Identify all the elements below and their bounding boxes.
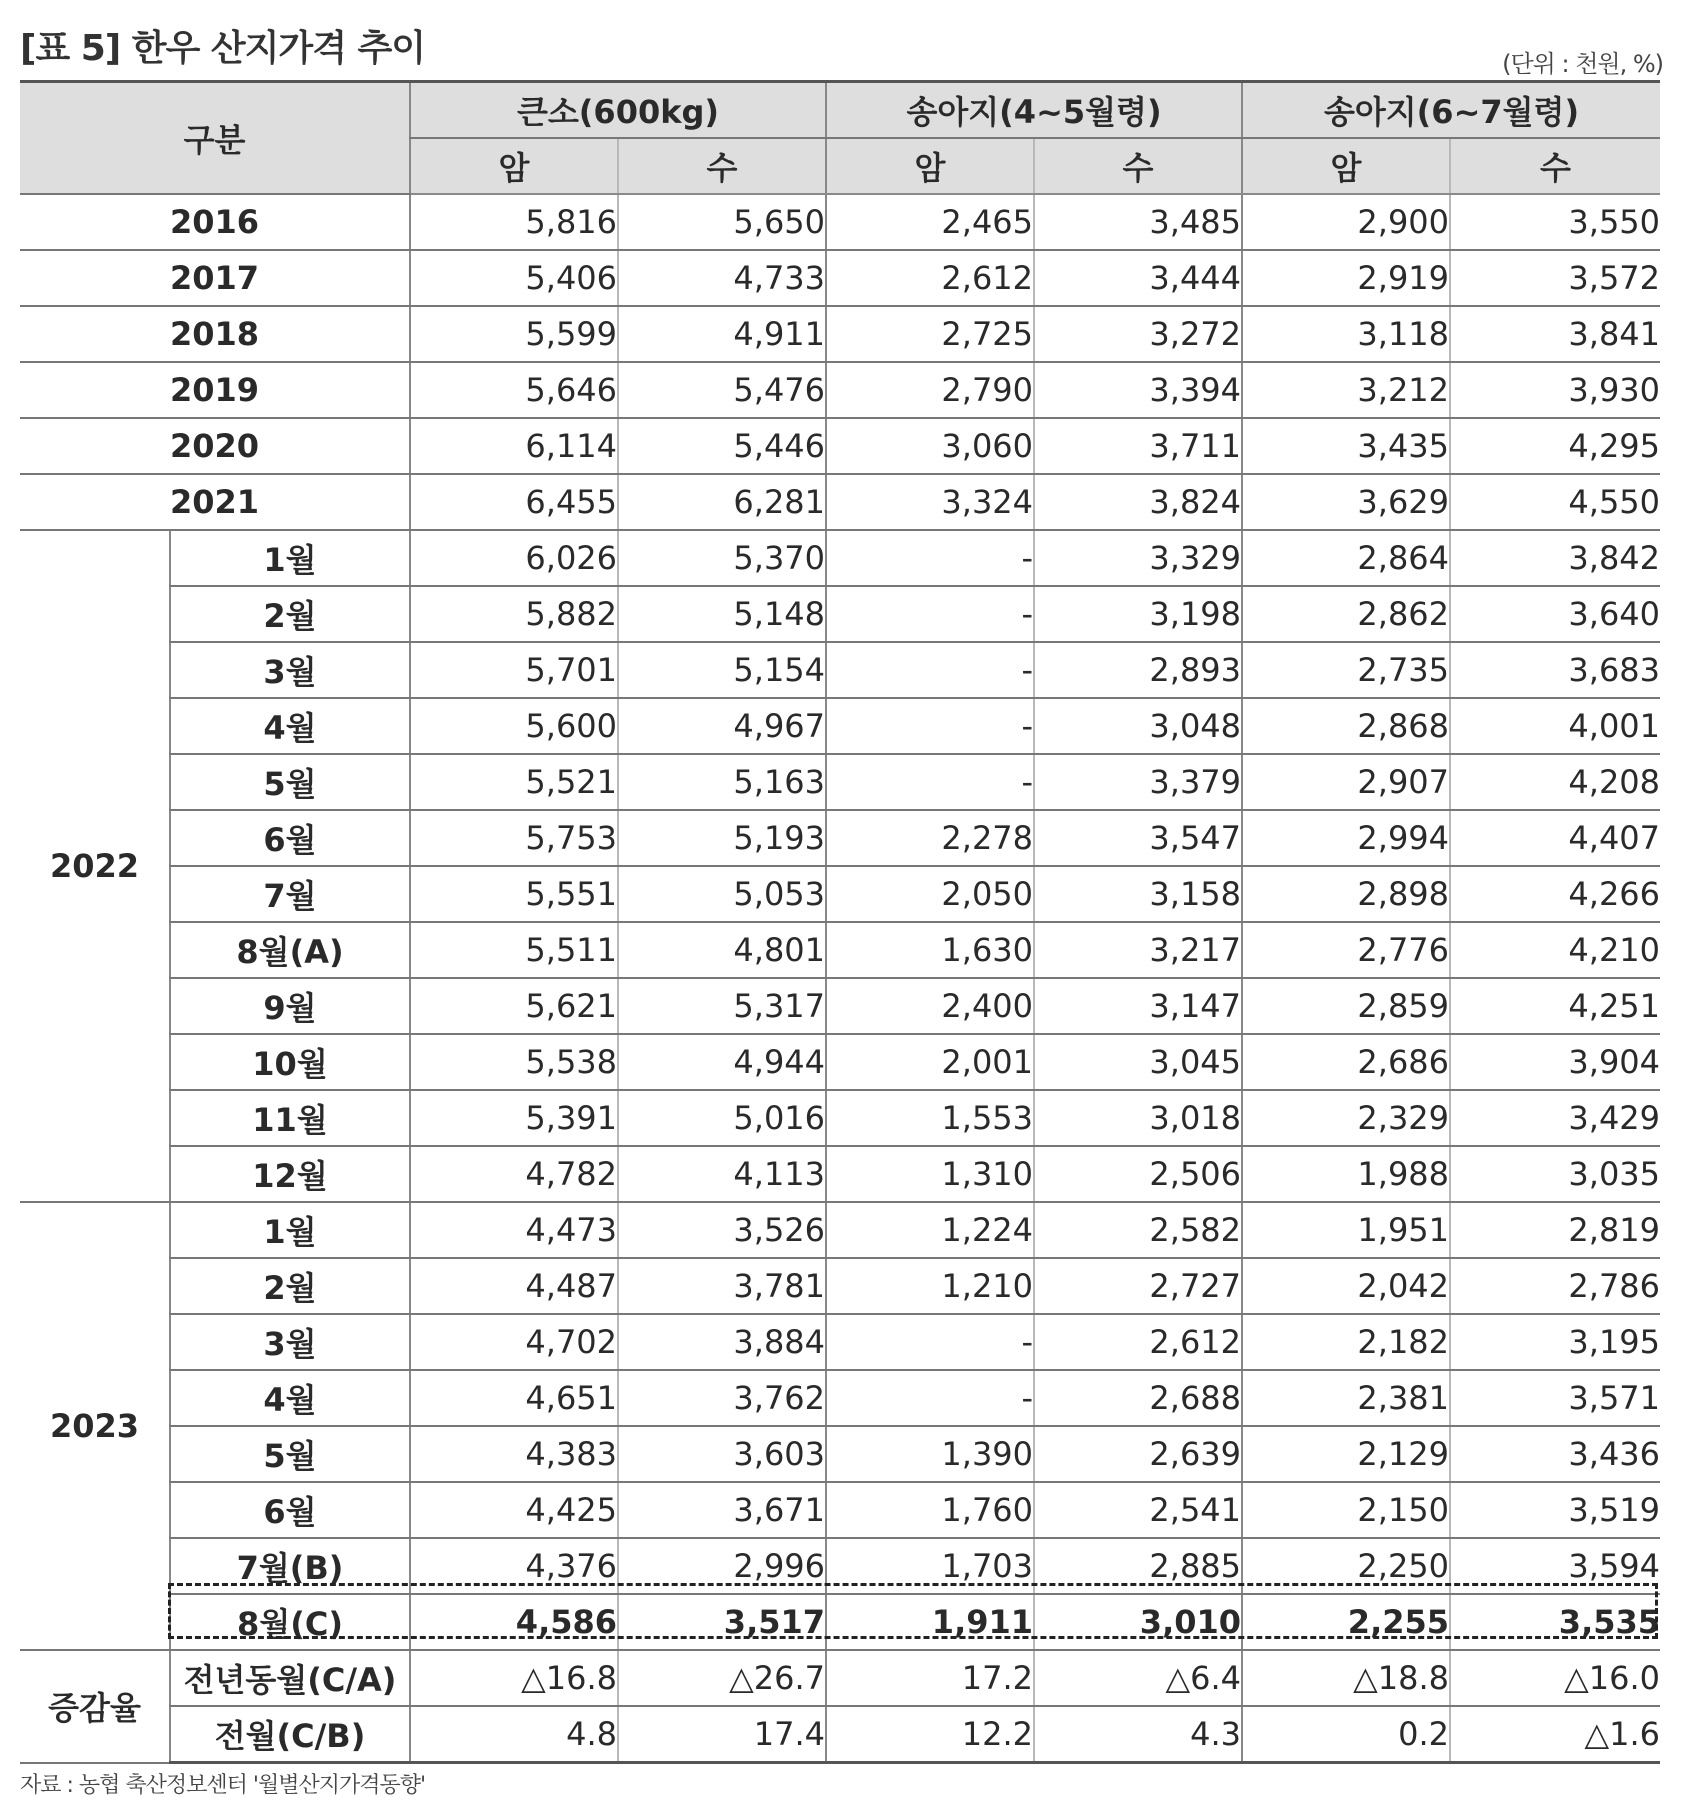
value-cell: 5,016 [618, 1090, 826, 1146]
value-cell: 2,329 [1242, 1090, 1450, 1146]
table-row [20, 1650, 1660, 1706]
value-cell: 3,485 [1034, 194, 1242, 250]
value-cell: 5,753 [410, 810, 618, 866]
value-cell: 4,782 [410, 1146, 618, 1202]
value-cell: 4,210 [1450, 922, 1660, 978]
table-row [20, 1538, 1660, 1594]
value-cell: 4,487 [410, 1258, 618, 1314]
value-cell: 2,864 [1242, 530, 1450, 586]
row-label: 8월(A) [170, 922, 410, 978]
value-cell: 5,370 [618, 530, 826, 586]
value-cell: 2,893 [1034, 642, 1242, 698]
year-label: 2017 [20, 250, 410, 306]
value-cell: 3,547 [1034, 810, 1242, 866]
table-body [20, 194, 1660, 1763]
value-cell: 3,603 [618, 1426, 826, 1482]
value-cell: 1,553 [826, 1090, 1034, 1146]
value-cell: 3,519 [1450, 1482, 1660, 1538]
value-cell: 3,841 [1450, 306, 1660, 362]
value-cell: 3,781 [618, 1258, 826, 1314]
value-cell: 3,550 [1450, 194, 1660, 250]
value-cell: 5,476 [618, 362, 826, 418]
header-group-big-cattle: 큰소(600kg) [410, 82, 826, 139]
value-cell: 6,281 [618, 474, 826, 530]
value-cell: 2,050 [826, 866, 1034, 922]
value-cell: 5,521 [410, 754, 618, 810]
table-row [20, 418, 1660, 474]
value-cell: 5,511 [410, 922, 618, 978]
value-cell: 5,163 [618, 754, 826, 810]
value-cell: 3,629 [1242, 474, 1450, 530]
value-cell: 3,571 [1450, 1370, 1660, 1426]
value-cell: 2,381 [1242, 1370, 1450, 1426]
header-category: 구분 [20, 82, 410, 195]
value-cell: - [826, 754, 1034, 810]
value-cell: 3,048 [1034, 698, 1242, 754]
value-cell: 0.2 [1242, 1706, 1450, 1763]
value-cell: 2,541 [1034, 1482, 1242, 1538]
table-row [20, 810, 1660, 866]
value-cell: 1,224 [826, 1202, 1034, 1258]
value-cell: △16.8 [410, 1650, 618, 1706]
value-cell: 2,612 [826, 250, 1034, 306]
value-cell: 4,001 [1450, 698, 1660, 754]
value-cell: 1,760 [826, 1482, 1034, 1538]
value-cell: 5,701 [410, 642, 618, 698]
table-row [20, 250, 1660, 306]
value-cell: 5,148 [618, 586, 826, 642]
table-row [20, 978, 1660, 1034]
table-row [20, 1146, 1660, 1202]
row-label: 4월 [170, 1370, 410, 1426]
value-cell: - [826, 642, 1034, 698]
value-cell: 2,885 [1034, 1538, 1242, 1594]
value-cell: - [826, 1314, 1034, 1370]
value-cell: 4,266 [1450, 866, 1660, 922]
header-sub-female: 암 [826, 138, 1034, 194]
table-row [20, 1370, 1660, 1426]
value-cell: 4,113 [618, 1146, 826, 1202]
row-label: 5월 [170, 1426, 410, 1482]
year-label: 2016 [20, 194, 410, 250]
value-cell: 5,646 [410, 362, 618, 418]
value-cell: 6,455 [410, 474, 618, 530]
value-cell: △6.4 [1034, 1650, 1242, 1706]
value-cell: 2,400 [826, 978, 1034, 1034]
row-label: 12월 [170, 1146, 410, 1202]
row-label: 1월 [170, 530, 410, 586]
row-label: 7월(B) [170, 1538, 410, 1594]
value-cell: 5,882 [410, 586, 618, 642]
row-label: 6월 [170, 810, 410, 866]
value-cell: 3,762 [618, 1370, 826, 1426]
value-cell: 1,951 [1242, 1202, 1450, 1258]
row-label: 3월 [170, 1314, 410, 1370]
value-cell: 2,919 [1242, 250, 1450, 306]
row-label: 9월 [170, 978, 410, 1034]
row-label: 5월 [170, 754, 410, 810]
table-row [20, 194, 1660, 250]
value-cell: 2,790 [826, 362, 1034, 418]
table-row [20, 642, 1660, 698]
value-cell: 2,150 [1242, 1482, 1450, 1538]
table-row [20, 1482, 1660, 1538]
value-cell: 5,406 [410, 250, 618, 306]
value-cell: 5,053 [618, 866, 826, 922]
value-cell: 4,651 [410, 1370, 618, 1426]
value-cell: 2,776 [1242, 922, 1450, 978]
value-cell: 4,295 [1450, 418, 1660, 474]
value-cell: 3,640 [1450, 586, 1660, 642]
header-group-calf-6-7: 송아지(6~7월령) [1242, 82, 1660, 139]
row-label: 7월 [170, 866, 410, 922]
value-cell: 5,650 [618, 194, 826, 250]
table-row [20, 1090, 1660, 1146]
value-cell: 3,884 [618, 1314, 826, 1370]
header-sub-male: 수 [1450, 138, 1660, 194]
value-cell: 6,026 [410, 530, 618, 586]
value-cell: 3,329 [1034, 530, 1242, 586]
value-cell: 4,473 [410, 1202, 618, 1258]
value-cell: 5,816 [410, 194, 618, 250]
value-cell: 4,425 [410, 1482, 618, 1538]
value-cell: - [826, 530, 1034, 586]
value-cell: 3,394 [1034, 362, 1242, 418]
value-cell: 3,671 [618, 1482, 826, 1538]
value-cell: 5,391 [410, 1090, 618, 1146]
value-cell: 3,904 [1450, 1034, 1660, 1090]
value-cell: 1,988 [1242, 1146, 1450, 1202]
value-cell: 5,193 [618, 810, 826, 866]
value-cell: 2,996 [618, 1538, 826, 1594]
row-label: 10월 [170, 1034, 410, 1090]
price-table [20, 80, 1660, 1764]
value-cell: 2,250 [1242, 1538, 1450, 1594]
value-cell: 3,324 [826, 474, 1034, 530]
value-cell: 3,683 [1450, 642, 1660, 698]
row-label: 전년동월(C/A) [170, 1650, 410, 1706]
value-cell: 2,278 [826, 810, 1034, 866]
header-sub-female: 암 [1242, 138, 1450, 194]
value-cell: 2,688 [1034, 1370, 1242, 1426]
value-cell: △26.7 [618, 1650, 826, 1706]
value-cell: 2,182 [1242, 1314, 1450, 1370]
value-cell: 2,612 [1034, 1314, 1242, 1370]
value-cell: 4,208 [1450, 754, 1660, 810]
value-cell: - [826, 698, 1034, 754]
value-cell: 4,944 [618, 1034, 826, 1090]
table-row [20, 866, 1660, 922]
value-cell: 2,898 [1242, 866, 1450, 922]
value-cell: 1,911 [826, 1594, 1034, 1650]
table-row [20, 754, 1660, 810]
value-cell: 3,594 [1450, 1538, 1660, 1594]
value-cell: 17.2 [826, 1650, 1034, 1706]
year-group-label: 2022 [20, 530, 170, 1202]
value-cell: 3,930 [1450, 362, 1660, 418]
value-cell: 5,600 [410, 698, 618, 754]
table-row [20, 474, 1660, 530]
value-cell: 4,251 [1450, 978, 1660, 1034]
value-cell: 2,727 [1034, 1258, 1242, 1314]
header-sub-female: 암 [410, 138, 618, 194]
header-sub-male: 수 [618, 138, 826, 194]
value-cell: 3,212 [1242, 362, 1450, 418]
value-cell: 4,383 [410, 1426, 618, 1482]
value-cell: 2,994 [1242, 810, 1450, 866]
table-row [20, 530, 1660, 586]
value-cell: - [826, 1370, 1034, 1426]
value-cell: 3,429 [1450, 1090, 1660, 1146]
header-group-calf-4-5: 송아지(4~5월령) [826, 82, 1242, 139]
value-cell: 6,114 [410, 418, 618, 474]
value-cell: - [826, 586, 1034, 642]
value-cell: 2,735 [1242, 642, 1450, 698]
value-cell: 4,586 [410, 1594, 618, 1650]
value-cell: 3,217 [1034, 922, 1242, 978]
row-label: 전월(C/B) [170, 1706, 410, 1763]
value-cell: 2,582 [1034, 1202, 1242, 1258]
value-cell: 3,572 [1450, 250, 1660, 306]
value-cell: 4,550 [1450, 474, 1660, 530]
row-label: 2월 [170, 1258, 410, 1314]
value-cell: 5,551 [410, 866, 618, 922]
value-cell: 2,639 [1034, 1426, 1242, 1482]
table-row [20, 698, 1660, 754]
value-cell: 3,535 [1450, 1594, 1660, 1650]
value-cell: 5,446 [618, 418, 826, 474]
value-cell: 2,859 [1242, 978, 1450, 1034]
table-title: [표 5] 한우 산지가격 추이 [20, 28, 426, 69]
value-cell: 3,147 [1034, 978, 1242, 1034]
value-cell: 2,786 [1450, 1258, 1660, 1314]
value-cell: 2,255 [1242, 1594, 1450, 1650]
table-row [20, 306, 1660, 362]
change-rate-label: 증감율 [20, 1650, 170, 1763]
value-cell: 3,195 [1450, 1314, 1660, 1370]
row-label: 6월 [170, 1482, 410, 1538]
value-cell: 3,842 [1450, 530, 1660, 586]
year-label: 2018 [20, 306, 410, 362]
value-cell: 3,526 [618, 1202, 826, 1258]
header-sub-male: 수 [1034, 138, 1242, 194]
unit-note: (단위 : 천원, %) [1502, 50, 1663, 78]
table-row [20, 1426, 1660, 1482]
year-group-label: 2023 [20, 1202, 170, 1650]
value-cell: 4,702 [410, 1314, 618, 1370]
value-cell: 2,686 [1242, 1034, 1450, 1090]
value-cell: 5,154 [618, 642, 826, 698]
year-label: 2021 [20, 474, 410, 530]
value-cell: 3,198 [1034, 586, 1242, 642]
table-row [20, 1202, 1660, 1258]
value-cell: 1,703 [826, 1538, 1034, 1594]
value-cell: 4,967 [618, 698, 826, 754]
table-row [20, 1258, 1660, 1314]
value-cell: 4.3 [1034, 1706, 1242, 1763]
value-cell: 3,010 [1034, 1594, 1242, 1650]
table-row [20, 362, 1660, 418]
value-cell: 5,621 [410, 978, 618, 1034]
value-cell: 3,824 [1034, 474, 1242, 530]
value-cell: 4,733 [618, 250, 826, 306]
value-cell: 2,506 [1034, 1146, 1242, 1202]
source-note: 자료 : 농협 축산정보센터 '월별산지가격동향' [20, 1773, 426, 1798]
value-cell: 4.8 [410, 1706, 618, 1763]
value-cell: 2,819 [1450, 1202, 1660, 1258]
value-cell: 4,801 [618, 922, 826, 978]
value-cell: 2,042 [1242, 1258, 1450, 1314]
value-cell: 3,711 [1034, 418, 1242, 474]
row-label: 1월 [170, 1202, 410, 1258]
value-cell: 5,538 [410, 1034, 618, 1090]
row-label: 2월 [170, 586, 410, 642]
value-cell: 4,407 [1450, 810, 1660, 866]
value-cell: 17.4 [618, 1706, 826, 1763]
table-row [20, 922, 1660, 978]
value-cell: 2,129 [1242, 1426, 1450, 1482]
value-cell: 1,390 [826, 1426, 1034, 1482]
table-row [20, 1594, 1660, 1650]
value-cell: 2,001 [826, 1034, 1034, 1090]
value-cell: 3,517 [618, 1594, 826, 1650]
year-label: 2020 [20, 418, 410, 474]
row-label: 3월 [170, 642, 410, 698]
row-label: 11월 [170, 1090, 410, 1146]
value-cell: 3,018 [1034, 1090, 1242, 1146]
value-cell: 1,210 [826, 1258, 1034, 1314]
value-cell: 3,272 [1034, 306, 1242, 362]
value-cell: 4,911 [618, 306, 826, 362]
value-cell: 12.2 [826, 1706, 1034, 1763]
value-cell: 4,376 [410, 1538, 618, 1594]
value-cell: 3,118 [1242, 306, 1450, 362]
value-cell: 1,310 [826, 1146, 1034, 1202]
table-row [20, 1314, 1660, 1370]
value-cell: 2,725 [826, 306, 1034, 362]
row-label: 4월 [170, 698, 410, 754]
year-label: 2019 [20, 362, 410, 418]
value-cell: 2,907 [1242, 754, 1450, 810]
table-row [20, 586, 1660, 642]
value-cell: 2,900 [1242, 194, 1450, 250]
value-cell: 3,435 [1242, 418, 1450, 474]
value-cell: 2,862 [1242, 586, 1450, 642]
value-cell: △1.6 [1450, 1706, 1660, 1763]
row-label: 8월(C) [170, 1594, 410, 1650]
value-cell: △18.8 [1242, 1650, 1450, 1706]
value-cell: 3,158 [1034, 866, 1242, 922]
value-cell: 2,868 [1242, 698, 1450, 754]
value-cell: 3,379 [1034, 754, 1242, 810]
value-cell: 1,630 [826, 922, 1034, 978]
value-cell: 3,045 [1034, 1034, 1242, 1090]
table-row [20, 1034, 1660, 1090]
value-cell: 3,436 [1450, 1426, 1660, 1482]
value-cell: 5,599 [410, 306, 618, 362]
value-cell: 3,035 [1450, 1146, 1660, 1202]
value-cell: 2,465 [826, 194, 1034, 250]
table-row [20, 1706, 1660, 1763]
value-cell: 3,060 [826, 418, 1034, 474]
value-cell: 5,317 [618, 978, 826, 1034]
value-cell: 3,444 [1034, 250, 1242, 306]
value-cell: △16.0 [1450, 1650, 1660, 1706]
